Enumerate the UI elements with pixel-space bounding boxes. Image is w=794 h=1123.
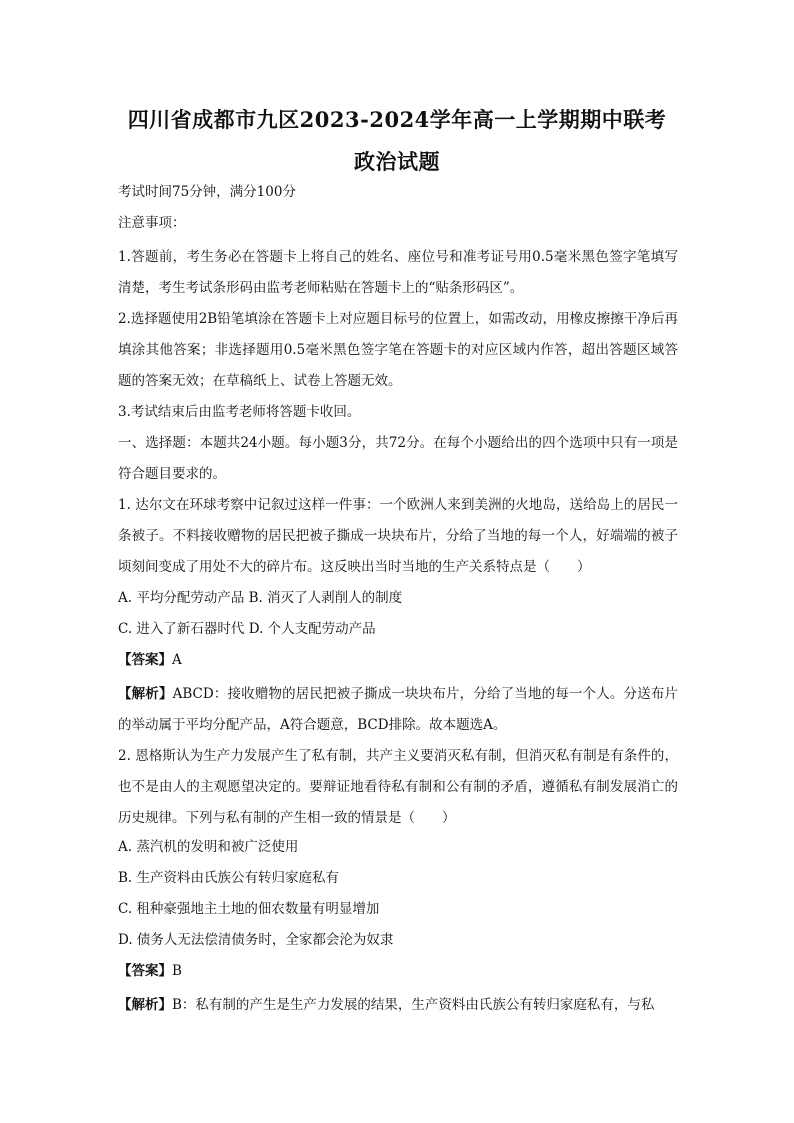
document-subtitle: 政治试题 bbox=[354, 149, 440, 174]
question-2-option-a: A. 蒸汽机的发明和被广泛使用 bbox=[118, 839, 299, 855]
notice-item-1: 1.答题前，考生务必在答题卡上将自己的姓名、座位号和准考证号用0.5毫米黑色签字笔填写清楚，考生考试条形码由监考老师粘贴在答题卡上的“贴条形码区”。 bbox=[118, 249, 678, 296]
notice-item-2: 2.选择题使用2B铅笔填涂在答题卡上对应题目标号的位置上，如需改动，用橡皮擦擦干净后再填涂其他答案；非选择题用0.5毫米黑色签字笔在答题卡的对应区域内作答，超出答题区域答题的答案无效；在草稿纸上、试卷上答题无效。 bbox=[118, 311, 678, 389]
question-1-answer bbox=[118, 648, 182, 668]
notice-item-3: 3.考试结束后由监考老师将答题卡收回。 bbox=[118, 404, 361, 420]
question-2-option-d: D. 债务人无法偿清债务时，全家都会沦为奴隶 bbox=[118, 932, 394, 948]
question-2-option-c: C. 租种豪强地主土地的佃农数量有明显增加 bbox=[118, 901, 380, 917]
analysis-text: ABCD：接收赠物的居民把被子撕成一块块布片，分给了当地的每一个人。分送布片的举动属于平均分配产品，A符合题意，BCD排除。故本题选A。 bbox=[118, 686, 678, 733]
question-2-stem: 2. 恩格斯认为生产力发展产生了私有制，共产主义要消灭私有制，但消灭私有制是有条件的，也不是由人的主观愿望决定的。要辩证地看待私有制和公有制的矛盾，遵循私有制发展消亡的历史规律。下列与私有制的产生相一致的情景是（ ） bbox=[118, 748, 678, 826]
question-2-answer bbox=[118, 959, 182, 979]
answer-label: 【答案】 bbox=[118, 652, 172, 668]
question-2-option-b: B. 生产资料由氏族公有转归家庭私有 bbox=[118, 870, 340, 886]
section-heading: 一、选择题：本题共24小题。每小题3分，共72分。在每个小题给出的四个选项中只有一项是符合题目要求的。 bbox=[118, 435, 678, 482]
question-1-options-cd: C. 进入了新石器时代 D. 个人支配劳动产品 bbox=[118, 621, 376, 637]
notice-heading: 注意事项： bbox=[118, 215, 186, 231]
analysis-label: 【解析】 bbox=[118, 686, 173, 702]
document-title: 四川省成都市九区2023-2024学年高一上学期期中联考 bbox=[127, 107, 667, 132]
question-1-options-ab: A. 平均分配劳动产品 B. 消灭了人剥削人的制度 bbox=[118, 590, 403, 606]
answer-value: A bbox=[172, 652, 182, 668]
question-1-analysis bbox=[118, 679, 678, 741]
question-2-analysis bbox=[118, 990, 678, 1021]
analysis-label: 【解析】 bbox=[118, 997, 172, 1013]
analysis-text: B：私有制的产生是生产力发展的结果，生产资料由氏族公有转归家庭私有，与私 bbox=[172, 997, 655, 1013]
answer-label: 【答案】 bbox=[118, 963, 172, 979]
exam-info: 考试时间75分钟，满分100分 bbox=[118, 184, 296, 200]
question-1-stem: 1. 达尔文在环球考察中记叙过这样一件事：一个欧洲人来到美洲的火地岛，送给岛上的居民一条被子。不料接收赠物的居民把被子撕成一块块布片，分给了当地的每一个人，好端端的被子顷刻间变成了用处不大的碎片布。这反映出当时当地的生产关系特点是（ ） bbox=[118, 497, 678, 575]
answer-value: B bbox=[172, 963, 182, 979]
